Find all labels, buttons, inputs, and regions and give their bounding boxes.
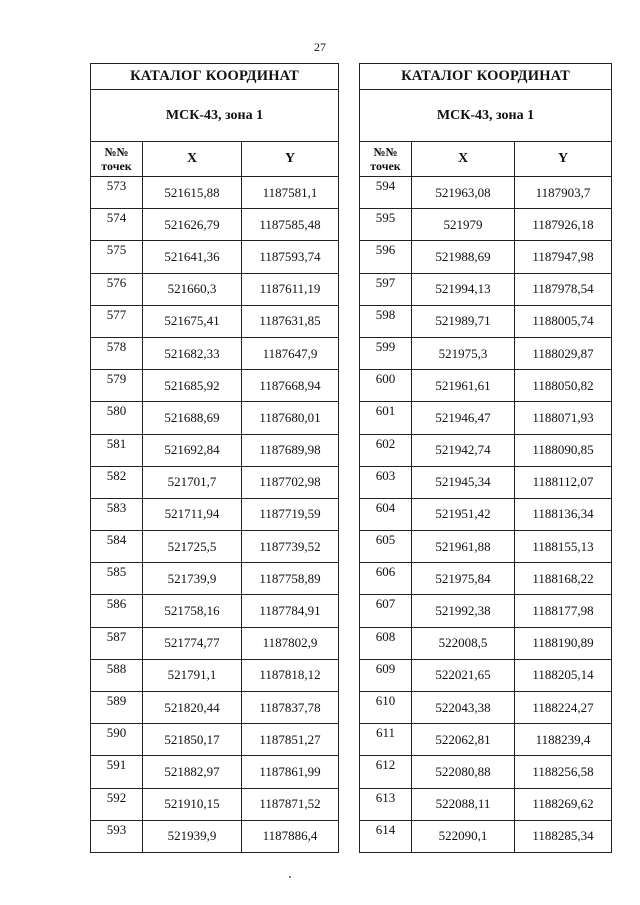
y-coordinate-cell: 1187739,52	[242, 531, 339, 563]
point-number-cell: 585	[91, 563, 143, 595]
point-number-header-line1: №№	[104, 145, 129, 159]
table-row	[360, 724, 612, 756]
table-row	[360, 595, 612, 627]
x-coordinate-cell: 521774,77	[143, 627, 242, 659]
y-coordinate-cell: 1187784,91	[242, 595, 339, 627]
x-coordinate-cell: 521626,79	[143, 209, 242, 241]
point-number-header-line2: точек	[101, 159, 132, 173]
y-coordinate-cell: 1188050,82	[515, 370, 612, 402]
point-number-cell: 589	[91, 692, 143, 724]
x-coordinate-cell: 521615,88	[143, 177, 242, 209]
x-coordinate-cell: 521975,3	[412, 337, 515, 369]
table-row	[360, 273, 612, 305]
point-number-cell: 573	[91, 177, 143, 209]
y-coordinate-cell: 1188285,34	[515, 820, 612, 852]
table-body	[91, 177, 339, 853]
table-row	[91, 434, 339, 466]
y-coordinate-cell: 1187837,78	[242, 692, 339, 724]
coordinate-catalog-table-left	[90, 63, 339, 853]
scan-dot	[289, 876, 291, 878]
point-number-cell: 605	[360, 531, 412, 563]
y-coordinate-cell: 1187802,9	[242, 627, 339, 659]
coordinate-system-label: МСК-43, зона 1	[91, 90, 339, 142]
table-row	[360, 563, 612, 595]
point-number-cell: 598	[360, 305, 412, 337]
y-coordinate-cell: 1188177,98	[515, 595, 612, 627]
point-number-cell: 608	[360, 627, 412, 659]
x-coordinate-cell: 521939,9	[143, 820, 242, 852]
point-number-header-line2: точек	[370, 159, 401, 173]
x-coordinate-cell: 521945,34	[412, 466, 515, 498]
x-column-header: X	[143, 142, 242, 177]
point-number-cell: 582	[91, 466, 143, 498]
point-number-cell: 610	[360, 692, 412, 724]
table-row	[91, 563, 339, 595]
x-coordinate-cell: 521820,44	[143, 692, 242, 724]
y-coordinate-cell: 1187581,1	[242, 177, 339, 209]
y-coordinate-cell: 1188090,85	[515, 434, 612, 466]
x-coordinate-cell: 521988,69	[412, 241, 515, 273]
y-coordinate-cell: 1188168,22	[515, 563, 612, 595]
point-number-cell: 604	[360, 498, 412, 530]
coordinate-system-label: МСК-43, зона 1	[360, 90, 612, 142]
x-coordinate-cell: 521994,13	[412, 273, 515, 305]
point-number-cell: 602	[360, 434, 412, 466]
table-row	[360, 627, 612, 659]
point-number-cell: 596	[360, 241, 412, 273]
y-coordinate-cell: 1187611,19	[242, 273, 339, 305]
y-coordinate-cell: 1187719,59	[242, 498, 339, 530]
table-row	[91, 337, 339, 369]
point-number-cell: 579	[91, 370, 143, 402]
y-coordinate-cell: 1188005,74	[515, 305, 612, 337]
table-row	[91, 402, 339, 434]
point-number-cell: 607	[360, 595, 412, 627]
table-row	[360, 402, 612, 434]
x-coordinate-cell: 521641,36	[143, 241, 242, 273]
point-number-cell: 606	[360, 563, 412, 595]
x-coordinate-cell: 521882,97	[143, 756, 242, 788]
table-row	[360, 466, 612, 498]
table-row	[91, 370, 339, 402]
table-row	[360, 305, 612, 337]
table-row	[91, 305, 339, 337]
table-row	[360, 498, 612, 530]
point-number-cell: 597	[360, 273, 412, 305]
point-number-cell: 588	[91, 659, 143, 691]
table-row	[360, 434, 612, 466]
y-coordinate-cell: 1187758,89	[242, 563, 339, 595]
y-coordinate-cell: 1188071,93	[515, 402, 612, 434]
point-number-cell: 613	[360, 788, 412, 820]
table-row	[91, 209, 339, 241]
point-number-cell: 578	[91, 337, 143, 369]
x-coordinate-cell: 522043,38	[412, 692, 515, 724]
point-number-cell: 590	[91, 724, 143, 756]
table-row	[91, 724, 339, 756]
point-number-cell: 611	[360, 724, 412, 756]
x-coordinate-cell: 521682,33	[143, 337, 242, 369]
point-number-cell: 600	[360, 370, 412, 402]
table-body	[360, 177, 612, 853]
point-number-cell: 594	[360, 177, 412, 209]
x-coordinate-cell: 522062,81	[412, 724, 515, 756]
y-coordinate-cell: 1187680,01	[242, 402, 339, 434]
y-coordinate-cell: 1188112,07	[515, 466, 612, 498]
y-coordinate-cell: 1187631,85	[242, 305, 339, 337]
point-number-cell: 586	[91, 595, 143, 627]
point-number-cell: 593	[91, 820, 143, 852]
x-coordinate-cell: 521688,69	[143, 402, 242, 434]
table-row	[91, 788, 339, 820]
point-number-cell: 603	[360, 466, 412, 498]
table-row	[91, 692, 339, 724]
y-coordinate-cell: 1187926,18	[515, 209, 612, 241]
y-coordinate-cell: 1187947,98	[515, 241, 612, 273]
y-coordinate-cell: 1187689,98	[242, 434, 339, 466]
table-row	[91, 241, 339, 273]
table-row	[360, 692, 612, 724]
coordinate-catalog-table-right	[359, 63, 612, 853]
x-coordinate-cell: 521725,5	[143, 531, 242, 563]
table-row	[360, 241, 612, 273]
point-number-cell: 591	[91, 756, 143, 788]
x-coordinate-cell: 521979	[412, 209, 515, 241]
x-coordinate-cell: 521942,74	[412, 434, 515, 466]
y-coordinate-cell: 1188256,58	[515, 756, 612, 788]
y-coordinate-cell: 1188029,87	[515, 337, 612, 369]
y-coordinate-cell: 1188205,14	[515, 659, 612, 691]
x-coordinate-cell: 521975,84	[412, 563, 515, 595]
table-row	[91, 177, 339, 209]
x-coordinate-cell: 522021,65	[412, 659, 515, 691]
point-number-cell: 614	[360, 820, 412, 852]
y-coordinate-cell: 1188155,13	[515, 531, 612, 563]
y-coordinate-cell: 1187903,7	[515, 177, 612, 209]
y-coordinate-cell: 1187647,9	[242, 337, 339, 369]
table-row	[360, 531, 612, 563]
x-coordinate-cell: 522088,11	[412, 788, 515, 820]
point-number-header	[360, 142, 412, 177]
y-coordinate-cell: 1188136,34	[515, 498, 612, 530]
y-coordinate-cell: 1188239,4	[515, 724, 612, 756]
x-coordinate-cell: 521989,71	[412, 305, 515, 337]
x-coordinate-cell: 521946,47	[412, 402, 515, 434]
table-row	[91, 756, 339, 788]
y-coordinate-cell: 1187978,54	[515, 273, 612, 305]
x-coordinate-cell: 521660,3	[143, 273, 242, 305]
point-number-header-line1: №№	[373, 145, 398, 159]
catalog-title: КАТАЛОГ КООРДИНАТ	[91, 64, 339, 90]
y-coordinate-cell: 1188224,27	[515, 692, 612, 724]
point-number-cell: 581	[91, 434, 143, 466]
point-number-cell: 587	[91, 627, 143, 659]
x-coordinate-cell: 522090,1	[412, 820, 515, 852]
table-row	[360, 820, 612, 852]
x-coordinate-cell: 521758,16	[143, 595, 242, 627]
table-row	[91, 273, 339, 305]
x-coordinate-cell: 521791,1	[143, 659, 242, 691]
point-number-cell: 592	[91, 788, 143, 820]
y-coordinate-cell: 1187861,99	[242, 756, 339, 788]
y-coordinate-cell: 1187668,94	[242, 370, 339, 402]
y-column-header: Y	[242, 142, 339, 177]
table-row	[360, 177, 612, 209]
page-number: 27	[314, 40, 326, 54]
point-number-cell: 575	[91, 241, 143, 273]
x-coordinate-cell: 521711,94	[143, 498, 242, 530]
y-coordinate-cell: 1187702,98	[242, 466, 339, 498]
y-coordinate-cell: 1187851,27	[242, 724, 339, 756]
y-coordinate-cell: 1187818,12	[242, 659, 339, 691]
y-coordinate-cell: 1187585,48	[242, 209, 339, 241]
y-coordinate-cell: 1187593,74	[242, 241, 339, 273]
catalog-title: КАТАЛОГ КООРДИНАТ	[360, 64, 612, 90]
x-coordinate-cell: 521992,38	[412, 595, 515, 627]
table-row	[360, 370, 612, 402]
y-coordinate-cell: 1188269,62	[515, 788, 612, 820]
table-row	[360, 337, 612, 369]
table-row	[360, 209, 612, 241]
table-row	[91, 659, 339, 691]
x-coordinate-cell: 521961,61	[412, 370, 515, 402]
table-row	[91, 820, 339, 852]
x-coordinate-cell: 521675,41	[143, 305, 242, 337]
point-number-cell: 574	[91, 209, 143, 241]
y-coordinate-cell: 1187871,52	[242, 788, 339, 820]
x-coordinate-cell: 521910,15	[143, 788, 242, 820]
table-row	[91, 498, 339, 530]
x-coordinate-cell: 522008,5	[412, 627, 515, 659]
y-column-header: Y	[515, 142, 612, 177]
point-number-cell: 599	[360, 337, 412, 369]
x-coordinate-cell: 521961,88	[412, 531, 515, 563]
x-coordinate-cell: 522080,88	[412, 756, 515, 788]
point-number-cell: 612	[360, 756, 412, 788]
x-coordinate-cell: 521701,7	[143, 466, 242, 498]
point-number-cell: 580	[91, 402, 143, 434]
point-number-cell: 595	[360, 209, 412, 241]
x-coordinate-cell: 521850,17	[143, 724, 242, 756]
x-coordinate-cell: 521685,92	[143, 370, 242, 402]
x-coordinate-cell: 521951,42	[412, 498, 515, 530]
table-row	[360, 788, 612, 820]
x-coordinate-cell: 521739,9	[143, 563, 242, 595]
x-column-header: X	[412, 142, 515, 177]
x-coordinate-cell: 521963,08	[412, 177, 515, 209]
table-row	[91, 531, 339, 563]
table-row	[91, 595, 339, 627]
y-coordinate-cell: 1188190,89	[515, 627, 612, 659]
y-coordinate-cell: 1187886,4	[242, 820, 339, 852]
table-row	[360, 659, 612, 691]
table-row	[360, 756, 612, 788]
point-number-header	[91, 142, 143, 177]
x-coordinate-cell: 521692,84	[143, 434, 242, 466]
point-number-cell: 601	[360, 402, 412, 434]
point-number-cell: 577	[91, 305, 143, 337]
table-row	[91, 466, 339, 498]
table-row	[91, 627, 339, 659]
point-number-cell: 583	[91, 498, 143, 530]
point-number-cell: 609	[360, 659, 412, 691]
point-number-cell: 576	[91, 273, 143, 305]
point-number-cell: 584	[91, 531, 143, 563]
